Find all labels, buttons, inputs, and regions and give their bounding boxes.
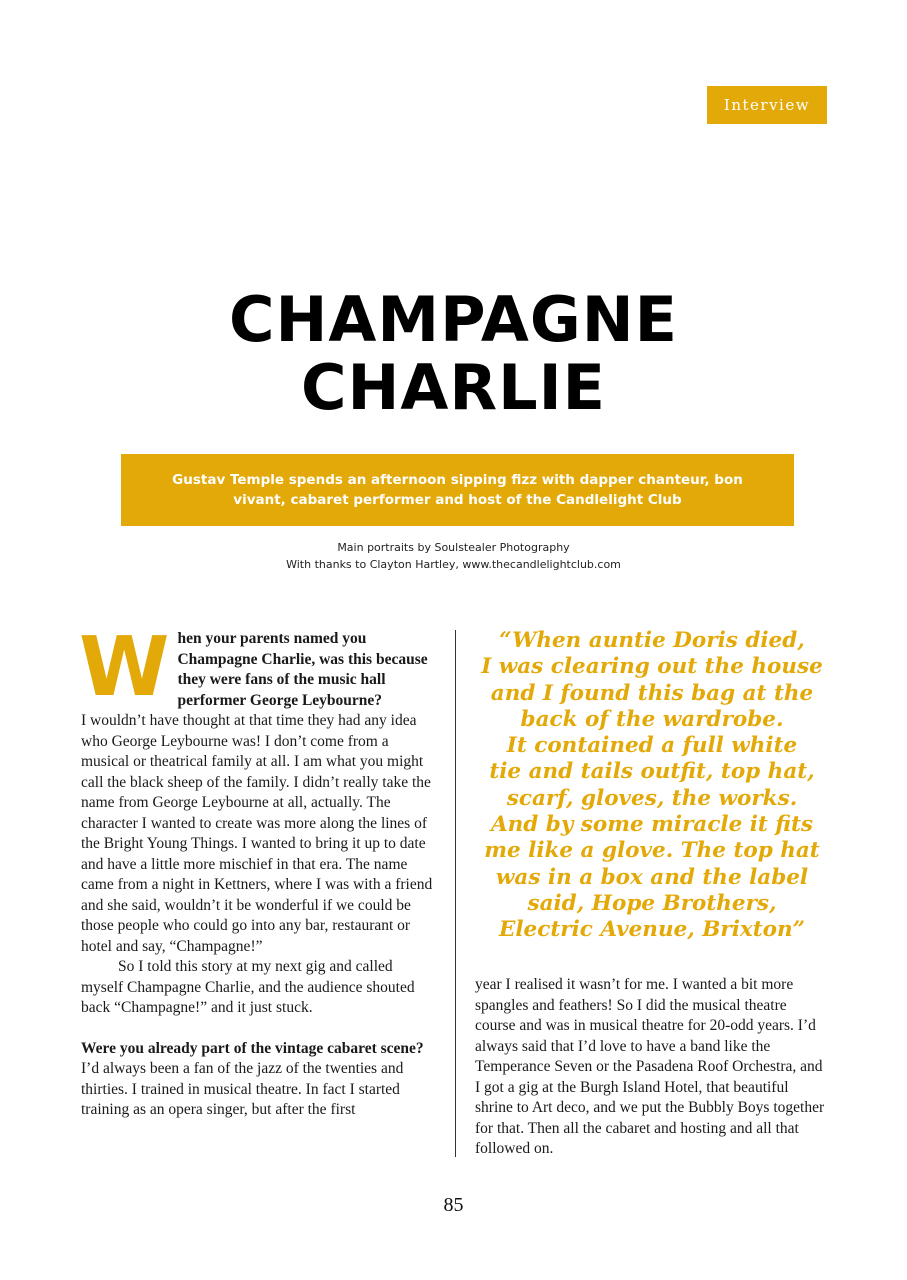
standfirst-text: Gustav Temple spends an afternoon sipping fizz with dapper chanteur, bon vivant, cabaret performer and host of the Candlelight Club xyxy=(172,472,743,508)
article-column-left xyxy=(79,620,437,1121)
pull-quote-line: said, Hope Brothers, xyxy=(527,890,777,916)
credit-line-1: Main portraits by Soulstealer Photography xyxy=(337,541,570,554)
pull-quote-line: “When auntie Doris died, xyxy=(499,628,805,653)
pull-quote-line: tie and tails outfit, top hat, xyxy=(489,759,815,785)
pull-quote-line: I was clearing out the house xyxy=(481,654,823,680)
drop-cap: W xyxy=(79,620,170,715)
pull-quote-line: me like a glove. The top hat xyxy=(484,838,820,864)
credit-line-2: With thanks to Clayton Hartley, www.thecandlelightclub.com xyxy=(286,558,621,571)
pull-quote-line: Electric Avenue, Brixton” xyxy=(499,917,805,943)
question-2: Were you already part of the vintage cabaret scene? xyxy=(81,1039,424,1057)
standfirst-banner xyxy=(121,454,794,526)
article-title xyxy=(0,283,907,424)
article-column-right xyxy=(475,975,830,1160)
title-line-1: CHAMPAGNE xyxy=(229,283,678,356)
pull-quote xyxy=(462,628,842,944)
answer-paragraph-2-continued: year I realised it wasn’t for me. I wanted a bit more spangles and feathers! So I did the musical theatre course and was in musical theatre for 20-odd years. I’d always said that I’d love to have a band like the Temperance Seven or the Pasadena Roof Orchestra, and I got a gig at the Burgh Island Hotel, that beautiful shrine to Art deco, and we put the Bubbly Boys together for that. Then all the cabaret and hosting and all that followed on. xyxy=(475,976,825,1157)
page-number: 85 xyxy=(443,1194,464,1216)
photo-credits xyxy=(0,539,907,573)
answer-paragraph-2: I’d always been a fan of the jazz of the twenties and thirties. I trained in musical theatre. In fact I started training as an opera singer, but after the first xyxy=(81,1060,404,1118)
answer-paragraph-1b: So I told this story at my next gig and called myself Champagne Charlie, and the audience shouted back “Champagne!” and it just stuck. xyxy=(81,958,415,1016)
pull-quote-line: It contained a full white xyxy=(506,733,798,759)
lead-question: hen your parents named you Champagne Charlie, was this because they were fans of the music hall performer George Leybourne? xyxy=(177,630,428,709)
title-line-2: CHARLIE xyxy=(300,351,607,424)
pull-quote-line: and I found this bag at the xyxy=(490,680,814,706)
column-divider xyxy=(455,630,456,1157)
answer-paragraph-1: I wouldn’t have thought at that time they had any idea who George Leybourne was! I don’t come from a musical or theatrical family at all. I am what you might call the black sheep of the family. I didn’t really take the name from George Leybourne at all, actually. The character I wanted to create was more along the lines of the Bright Young Things. I wanted to bring it up to date and have a little more mischief in that era. The name came from a night in Kettners, where I was with a friend and she said, wouldn’t it be wonderful if we could be those people who could go into any bar, restaurant or hotel and say, “Champagne!” xyxy=(81,712,433,955)
pull-quote-line: was in a box and the label xyxy=(495,864,809,890)
pull-quote-line: scarf, gloves, the works. xyxy=(506,785,798,811)
section-tag: Interview xyxy=(707,86,827,124)
pull-quote-line: back of the wardrobe. xyxy=(520,706,784,732)
pull-quote-line: And by some miracle it fits xyxy=(490,812,814,838)
